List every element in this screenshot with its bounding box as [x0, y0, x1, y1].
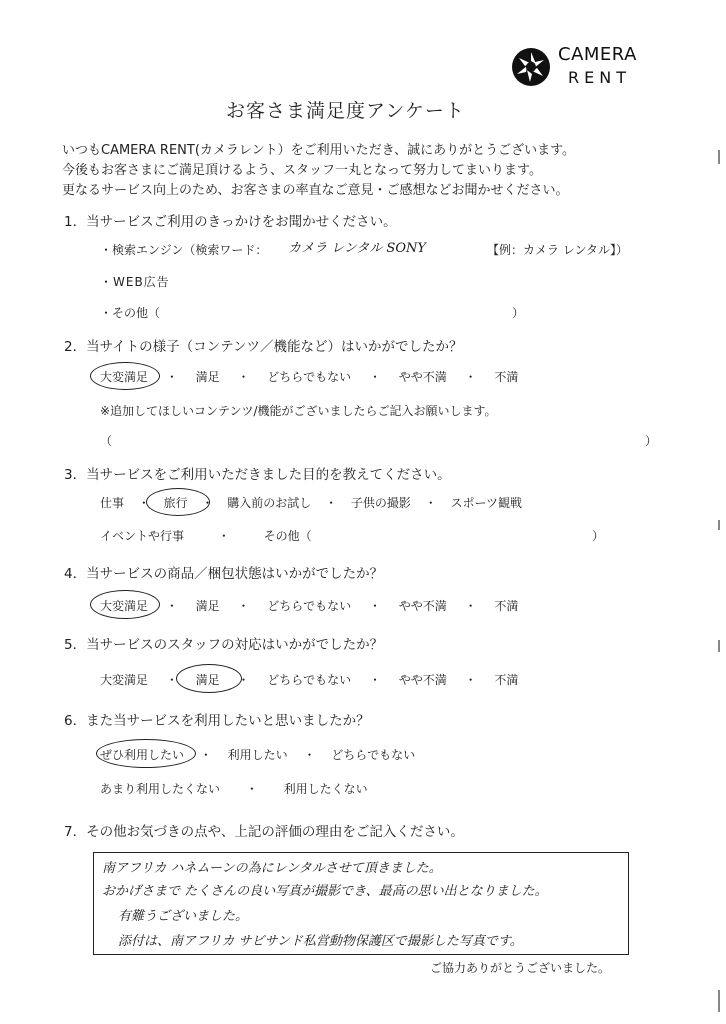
q3-answer-circle [146, 488, 210, 516]
question-2-label: 2．当サイトの様子（コンテンツ／機能など）はいかがでしたか？ [64, 339, 463, 355]
comment-line-1: 南アフリカ ハネムーンの為にレンタルさせて頂きました。 [102, 861, 442, 876]
q2-note: ※追加してほしいコンテンツ/機能がございましたらご記入お願いします。 [100, 404, 497, 418]
scan-mark [718, 150, 720, 164]
comment-line-3: 有難うございました。 [118, 909, 249, 924]
q5-answer-circle [176, 664, 242, 693]
q6-answer-circle [96, 739, 196, 768]
q6-row-1: ぜひ利用したい ・ 利用したい ・ どちらでもない [100, 748, 416, 762]
question-6-label: 6．また当サービスを利用したいと思いましたか？ [64, 713, 370, 729]
question-3-label: 3．当サービスをご利用いただきました目的を教えてください。 [64, 467, 451, 483]
q3-row-2-close: ） [592, 529, 605, 543]
scan-mark [718, 640, 720, 652]
intro-line-2: 今後もお客さまにご満足頂けるよう、スタッフ一丸となって努力してまいります。 [62, 163, 542, 178]
question-7-label: 7．その他お気づきの点や、上記の評価の理由をご記入ください。 [64, 824, 464, 840]
aperture-icon [510, 46, 552, 88]
q1-option-web-ad: ・WEB広告 [100, 275, 170, 289]
logo-line2: RENT [568, 68, 631, 87]
page-title: お客さま満足度アンケート [226, 100, 465, 122]
q4-answer-circle [90, 590, 160, 619]
q5-choices: 大変満足 ・ 満足 ・ どちらでもない ・ やや不満 ・ 不満 [100, 673, 519, 687]
q2-answer-circle [90, 362, 160, 390]
q4-choices: 大変満足 ・ 満足 ・ どちらでもない ・ やや不満 ・ 不満 [100, 599, 519, 613]
q2-paren-open: （ [100, 434, 113, 448]
question-4-label: 4．当サービスの商品／梱包状態はいかがでしたか？ [64, 566, 384, 582]
q6-row-2: あまり利用したくない ・ 利用したくない [100, 782, 368, 796]
question-5-label: 5．当サービスのスタッフの対応はいかがでしたか？ [64, 637, 384, 653]
scan-mark [718, 990, 720, 1012]
intro-line-1: いつもCAMERA RENT(カメラレント）をご利用いただき、誠にありがとうございます。 [62, 143, 576, 158]
q3-row-2: イベントや行事 ・ その他（ [100, 529, 312, 543]
question-1-label: 1．当サービスご利用のきっかけをお聞かせください。 [64, 214, 397, 230]
logo-line1: CAMERA [558, 44, 637, 65]
q1-search-word-answer: カメラ レンタル SONY [288, 241, 426, 256]
closing-text: ご協力ありがとうございました。 [430, 961, 611, 975]
q1-option-search-engine: ・検索エンジン（検索ワード： [100, 243, 268, 257]
q1-search-example: 【例：カメラ レンタル】） [487, 243, 629, 257]
q2-paren-close: ） [645, 434, 658, 448]
intro-line-3: 更なるサービス向上のため、お客さまの率直なご意見・ご感想などお聞かせください。 [62, 183, 569, 198]
q1-option-other: ・その他（ [100, 306, 161, 320]
comment-line-4: 添付は、南アフリカ サビサンド私営動物保護区で撮影した写真です。 [118, 934, 523, 949]
scan-mark [718, 520, 720, 530]
camera-rent-logo [510, 44, 650, 90]
q3-row-1: 仕事 ・ 旅行 ・ 購入前のお試し ・ 子供の撮影 ・ スポーツ観戦 [100, 496, 523, 510]
q1-other-close: ） [512, 306, 525, 320]
q2-choices: 大変満足 ・ 満足 ・ どちらでもない ・ やや不満 ・ 不満 [100, 370, 519, 384]
comment-line-2: おかげさまで たくさんの良い写真が撮影でき、最高の思い出となりました。 [102, 884, 548, 899]
